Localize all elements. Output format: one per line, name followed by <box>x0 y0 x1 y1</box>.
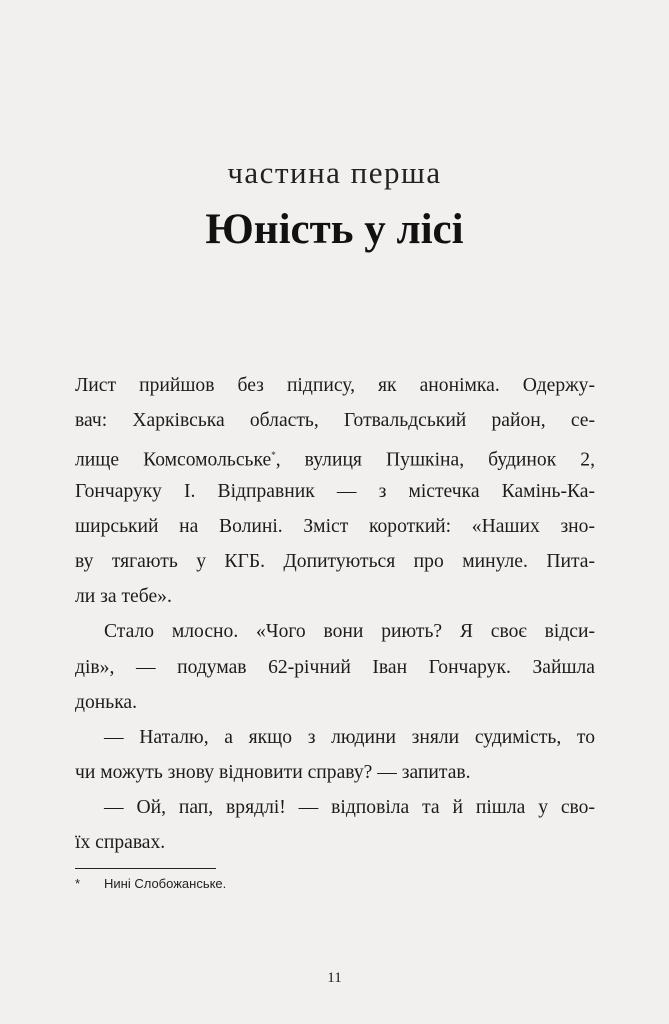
text-line: Лист прийшов без підпису, як анонімка. Одержу- <box>75 375 595 396</box>
text-line: — Наталю, а якщо з людини зняли судимість, то <box>104 726 595 748</box>
text-line <box>75 438 595 473</box>
text-segment: , вулиця Пушкіна, будинок 2, <box>275 449 595 471</box>
text-line: їх справах. <box>75 832 166 854</box>
text-line: ли за тебе». <box>75 586 172 608</box>
part-label: частина перша <box>227 155 442 190</box>
page-number: 11 <box>327 970 342 986</box>
text-line: чи можуть знову відновити справу? — запитав. <box>75 762 471 784</box>
footnote-text: Нині Слобожанське. <box>104 876 227 891</box>
text-line: дів», — подумав 62-річний Іван Гончарук. Зайшла <box>75 656 595 678</box>
text-segment: лище Комсомольське <box>75 449 272 471</box>
chapter-title: Юність у лісі <box>205 206 464 253</box>
body-text <box>75 368 595 861</box>
text-line: Стало млосно. «Чого вони риють? Я своє відси- <box>104 621 595 643</box>
text-line: — Ой, пап, врядлі! — відповіла та й пішла у сво- <box>104 797 595 819</box>
footnote-mark: * <box>75 876 81 891</box>
footnote-ref: * <box>271 450 276 461</box>
text-line: донька. <box>75 691 138 713</box>
text-line: ву тягають у КГБ. Допитуються про минуле. Пита- <box>75 550 595 572</box>
text-line: вач: Харківська область, Готвальдський район, се- <box>75 410 595 432</box>
text-line: ширський на Волині. Зміст короткий: «Наших зно- <box>75 515 595 537</box>
footnote-divider <box>75 868 216 869</box>
text-line: Гончаруку І. Відправник — з містечка Камінь-Ка- <box>75 480 595 502</box>
footnote <box>75 876 226 891</box>
